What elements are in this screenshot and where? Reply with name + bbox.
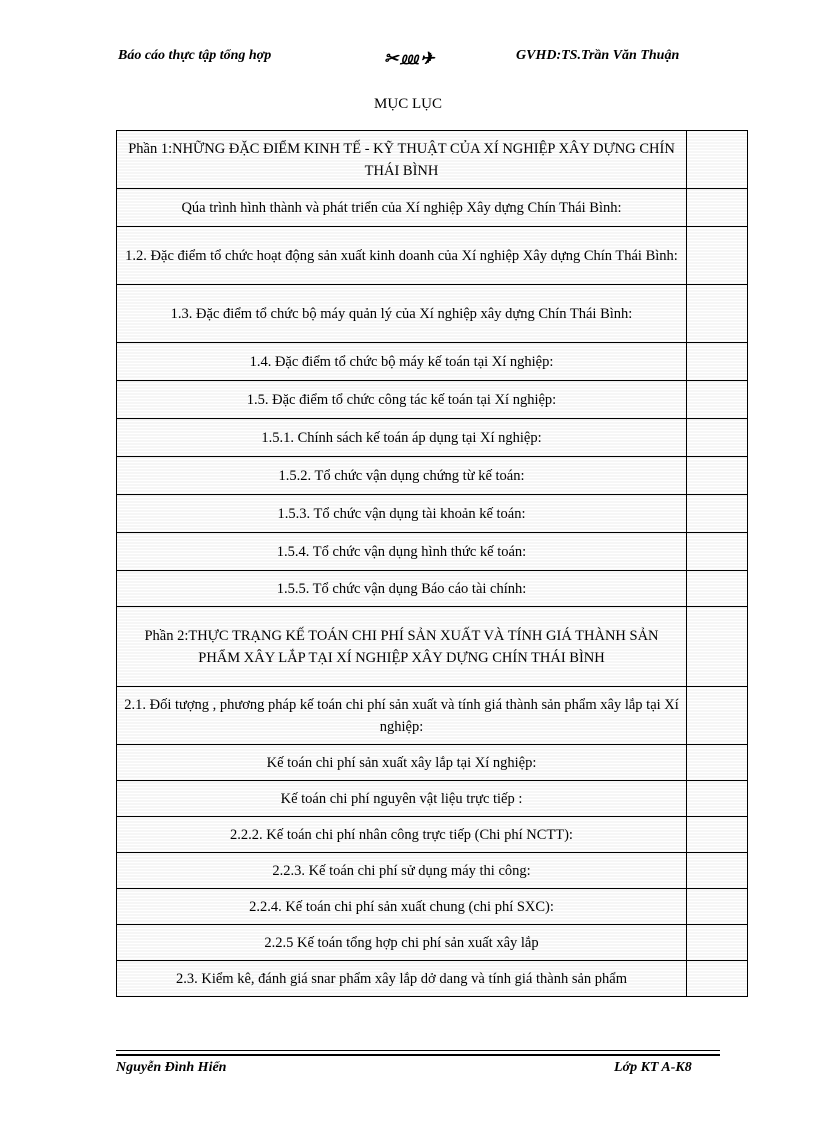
toc-row [117,381,748,419]
toc-entry-page [687,419,748,457]
footer-divider [116,1050,720,1051]
toc-table [116,130,748,997]
toc-entry-text: Qúa trình hình thành và phát triển của Xí nghiệp Xây dựng Chín Thái Bình: [117,189,687,227]
toc-entry-text: 1.3. Đặc điểm tổ chức bộ máy quản lý của Xí nghiệp xây dựng Chín Thái Bình: [117,285,687,343]
toc-row [117,687,748,745]
toc-entry-page [687,571,748,607]
toc-row [117,495,748,533]
toc-entry-text: 1.5.3. Tổ chức vận dụng tài khoản kế toán: [117,495,687,533]
toc-entry-text: Kế toán chi phí nguyên vật liệu trực tiếp : [117,781,687,817]
toc-row [117,189,748,227]
toc-entry-text: 2.2.3. Kế toán chi phí sử dụng máy thi công: [117,853,687,889]
toc-entry-page [687,495,748,533]
toc-entry-text: 1.2. Đặc điểm tổ chức hoạt động sản xuất kinh doanh của Xí nghiệp Xây dựng Chín Thái Bình: [117,227,687,285]
toc-entry-text: Phần 2:THỰC TRẠNG KẾ TOÁN CHI PHÍ SẢN XUẤT VÀ TÍNH GIÁ THÀNH SẢN PHẨM XÂY LẮP TẠI XÍ NGHIỆP XÂY DỰNG CHÍN THÁI BÌNH [117,607,687,687]
toc-entry-page [687,189,748,227]
toc-entry-page [687,889,748,925]
toc-entry-text: 1.4. Đặc điểm tổ chức bộ máy kế toán tại Xí nghiệp: [117,343,687,381]
toc-entry-page [687,745,748,781]
toc-entry-page [687,343,748,381]
toc-row [117,961,748,997]
footer-divider-thick [116,1054,720,1056]
footer-author: Nguyễn Đình Hiển [116,1060,227,1075]
header-right: GVHD:TS.Trần Văn Thuận [516,48,680,63]
toc-row [117,457,748,495]
toc-entry-text: 1.5.5. Tổ chức vận dụng Báo cáo tài chính: [117,571,687,607]
toc-entry-page [687,781,748,817]
toc-row [117,781,748,817]
toc-entry-page [687,961,748,997]
toc-entry-page [687,285,748,343]
toc-row [117,227,748,285]
header-left: Báo cáo thực tập tổng hợp [118,48,272,63]
toc-entry-page [687,381,748,419]
toc-entry-page [687,817,748,853]
page-title: MỤC LỤC [374,96,442,112]
toc-entry-text: 2.2.5 Kế toán tổng hợp chi phí sản xuất xây lắp [117,925,687,961]
footer-class: Lớp KT A-K8 [614,1060,692,1075]
toc-row [117,131,748,189]
toc-entry-text: 2.2.2. Kế toán chi phí nhân công trực tiếp (Chi phí NCTT): [117,817,687,853]
header-ornament-icon: ✂ ⅏ ✈ [384,49,434,68]
toc-entry-text: 2.1. Đối tượng , phương pháp kế toán chi phí sản xuất và tính giá thành sản phẩm xây lắp tại Xí nghiệp: [117,687,687,745]
toc-row [117,419,748,457]
toc-entry-page [687,925,748,961]
toc-row [117,925,748,961]
toc-row [117,817,748,853]
toc-entry-page [687,227,748,285]
toc-row [117,889,748,925]
toc-entry-text: 1.5. Đặc điểm tổ chức công tác kế toán tại Xí nghiệp: [117,381,687,419]
toc-entry-page [687,687,748,745]
toc-row [117,745,748,781]
toc-row [117,853,748,889]
toc-row [117,285,748,343]
toc-entry-page [687,607,748,687]
toc-row [117,607,748,687]
toc-entry-text: 2.2.4. Kế toán chi phí sản xuất chung (chi phí SXC): [117,889,687,925]
toc-entry-text: 1.5.1. Chính sách kế toán áp dụng tại Xí nghiệp: [117,419,687,457]
toc-row [117,571,748,607]
toc-row [117,343,748,381]
toc-entry-page [687,533,748,571]
toc-entry-page [687,457,748,495]
toc-entry-text: 1.5.4. Tổ chức vận dụng hình thức kế toán: [117,533,687,571]
toc-entry-text: 2.3. Kiểm kê, đánh giá snar phẩm xây lắp dở dang và tính giá thành sản phẩm [117,961,687,997]
toc-entry-text: 1.5.2. Tổ chức vận dụng chứng từ kế toán: [117,457,687,495]
toc-entry-page [687,853,748,889]
toc-entry-page [687,131,748,189]
toc-entry-text: Kế toán chi phí sản xuất xây lắp tại Xí nghiệp: [117,745,687,781]
toc-row [117,533,748,571]
toc-entry-text: Phần 1:NHỮNG ĐẶC ĐIỂM KINH TẾ - KỸ THUẬT CỦA XÍ NGHIỆP XÂY DỰNG CHÍN THÁI BÌNH [117,131,687,189]
